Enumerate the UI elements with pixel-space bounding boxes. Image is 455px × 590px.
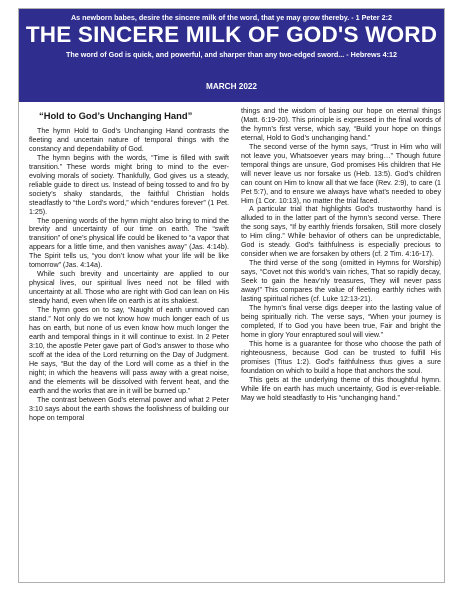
masthead-top-verse: As newborn babes, desire the sincere milk of the word, that ye may grow thereby. - 1 Peter 2:2 <box>70 13 392 22</box>
article-paragraph: While such brevity and uncertainty are applied to our physical lives, our spiritual lives need not be filled with uncertainty at all. Those who are right with God can lean on His steady hand, even when life on earth is at its shakiest. <box>29 270 229 306</box>
article-paragraph: The third verse of the song (omitted in Hymns for Worship) says, “Covet not this world’s vain riches, That so rapidly decay, Seek to gain the heav’nly treasures, They will never pass away!” This compares the value of fleeting earthly riches with lasting spiritual riches (cf. Luke 12:13-21). <box>241 259 441 304</box>
article-paragraph: The opening words of the hymn might also bring to mind the brevity and uncertainty of our time on earth. The “swift transition” of one’s physical life could be likened to “a vapor that appears for a little time, and then vanishes away” (Jas. 4:14b). The Spirit tells us, “you don’t know what your life will be like tomorrow” (Jas. 4:14a). <box>29 216 229 270</box>
masthead <box>19 9 444 102</box>
masthead-title: THE SINCERE MILK OF GOD'S WORD <box>25 22 438 47</box>
issue-date: MARCH 2022 <box>206 82 257 91</box>
article-paragraph: This gets at the underlying theme of this thoughtful hymn. While life on earth has much uncertainty, God is ever-reliable. May we hold steadfastly to His “unchanging hand.” <box>241 375 441 402</box>
masthead-subtitle: The word of God is quick, and powerful, and sharper than any two-edged sword... - Hebrews 4:12 <box>65 50 398 59</box>
article-heading: “Hold to God’s Unchanging Hand” <box>39 110 193 121</box>
article-paragraph: The hymn begins with the words, “Time is filled with swift transition.” These words might bring to mind to the ever-evolving morals of society. Thankfully, God gives us a steady, reliable guide to direct us. Instead of being tossed to and fro by society’s shaky standards, the faithful Christian holds steadfastly to “the Lord’s word,” which “endures forever” (1 Pet. 1:25). <box>29 153 229 216</box>
article-column-right <box>241 107 441 576</box>
article-paragraph: A particular trial that highlights God’s trustworthy hand is alluded to in the latter part of the hymn’s second verse. There the song says, “If by earthly friends forsaken, Still more closely to Him cling.” While behavior of others can be unpredictable, God is steady. God’s faithfulness is especially precious to consider when we are forsaken by others (cf. 2 Tim. 4:16-17). <box>241 205 441 259</box>
article-paragraph: The hymn’s final verse digs deeper into the lasting value of being spiritually rich. The verse says, “When your journey is completed, If to God you have been true, Fair and bright the home in glory Your enraptured soul will view.” <box>241 303 441 339</box>
article-paragraph: things and the wisdom of basing our hope on eternal things (Matt. 6:19-20). This principle is expressed in the final words of the hymn’s first verse, which say, “Build your hope on things eternal, Hold to God’s unchanging hand.” <box>241 107 441 142</box>
article-paragraph: The hymn goes on to say, “Naught of earth unmoved can stand.” Not only do we not know how much longer each of us has on earth, but none of us even know how much longer the earth and temporal things in it will continue to exist. In 2 Peter 3:10, the apostle Peter gave part of God’s answer to those who scoff at the idea of the Lord returning on the Day of Judgment. He says, “But the day of the Lord will come as a thief in the night; in which the heavens will pass away with a great noise, and the elements will be dissolved with fervent heat, and the earth and the works that are in it will be burned up.” <box>29 306 229 395</box>
article-paragraph: The second verse of the hymn says, “Trust in Him who will not leave you, Whatsoever years may bring…” Though future temporal things are unsure, God promises His children that He will never leave us nor forsake us (Heb. 13:5). God’s children can count on Him to know all that we face (Rev. 2:9), to care (1 Pet 5:7), and to ensure we always have what’s needed to obey Him (1 Cor. 10:13), no matter the trial faced. <box>241 142 441 205</box>
article-paragraph: The contrast between God’s eternal power and what 2 Peter 3:10 says about the earth shows the foolishness of building our hope on temporal <box>29 395 229 422</box>
article-paragraph: The hymn Hold to God’s Unchanging Hand contrasts the fleeting and uncertain nature of temporal things with the constancy and dependability of God. <box>29 127 229 153</box>
article-body <box>29 107 441 576</box>
article-column-left <box>29 107 229 576</box>
article-paragraph: This home is a guarantee for those who choose the path of righteousness, because God can be trusted to fulfill His promises (Titus 1:2). God’s faithfulness thus gives a sure foundation on which to build a hope that anchors the soul. <box>241 339 441 375</box>
newsletter-page <box>18 8 445 583</box>
